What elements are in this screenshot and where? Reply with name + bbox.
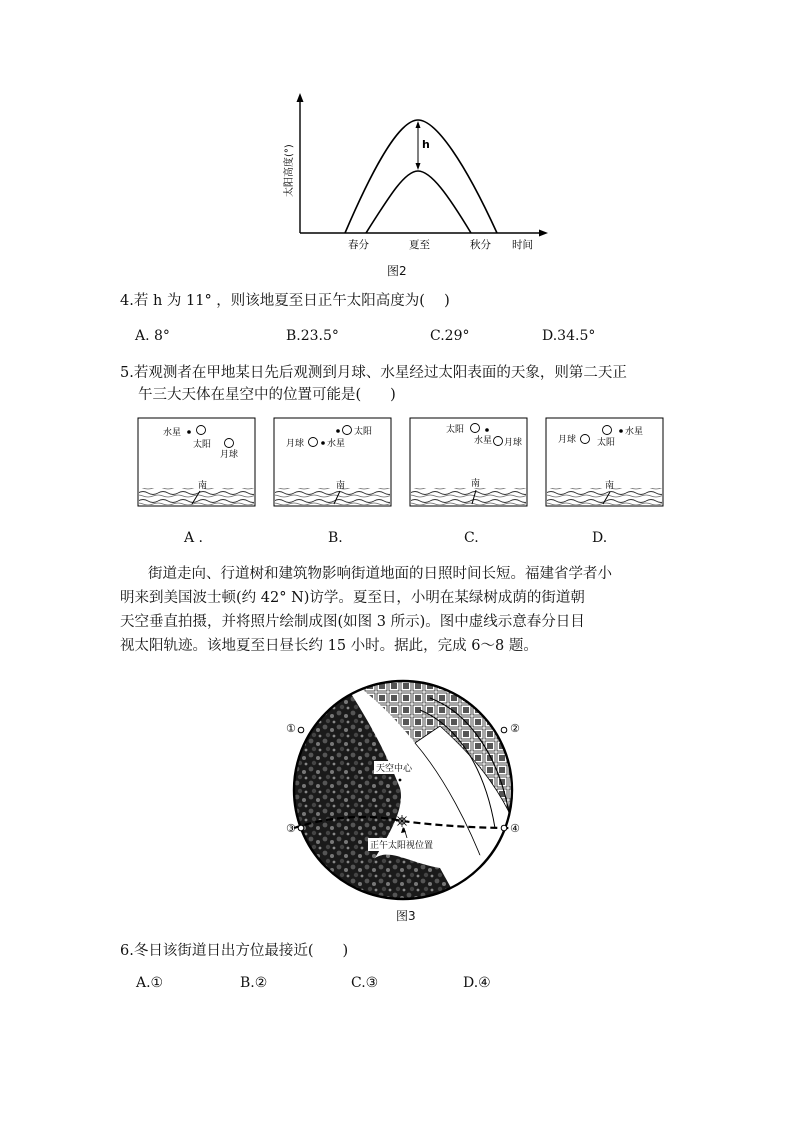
q4-option-a: A. 8° (135, 328, 170, 344)
marker-1: ① (286, 722, 296, 735)
noon-sun-label: 正午太阳视位置 (370, 841, 434, 851)
panel-b-label3: 水星 (327, 439, 346, 449)
marker-3: ③ (286, 822, 296, 835)
q5-stem-line1: 5.若观测者在甲地某日先后观测到月球、水星经过太阳表面的天象，则第二天正 (120, 365, 627, 381)
panel-c-label1: 太阳 (446, 425, 465, 435)
sky-center-label: 天空中心 (376, 764, 413, 774)
panel-b-south: 南 (336, 481, 346, 491)
q6-option-c: C.③ (351, 975, 379, 991)
panel-d (546, 418, 663, 506)
q4-option-d: D.34.5° (542, 328, 596, 344)
panel-a-label1: 水星 (163, 428, 182, 438)
q5-option-d: D. (592, 530, 608, 546)
panel-c-south: 南 (471, 479, 481, 489)
panel-b (274, 418, 391, 506)
panel-a-label3: 月球 (220, 450, 239, 460)
panel-d-label3: 太阳 (597, 438, 616, 448)
marker-4: ④ (510, 822, 520, 835)
tick-spring-equinox: 春分 (348, 239, 369, 251)
passage-line-2: 明来到美国波士顿(约 42° N)访学。夏至日，小明在某绿树成荫的街道朝 (120, 590, 585, 606)
q4-stem: 4.若 h 为 11° ，则该地夏至日正午太阳高度为( ) (120, 293, 450, 309)
figure-3-sky-photo (280, 668, 530, 904)
q6-option-b: B.② (240, 975, 268, 991)
passage-line-1: 街道走向、行道树和建筑物影响街道地面的日照时间长短。福建省学者小 (148, 566, 612, 582)
panel-c-label3: 月球 (504, 438, 523, 448)
x-axis-label: 时间 (512, 239, 533, 251)
q6-option-a: A.① (136, 975, 164, 991)
q4-option-c: C.29° (430, 328, 470, 344)
q5-option-a: A . (184, 530, 204, 546)
panel-d-label1: 水星 (625, 427, 644, 437)
tick-summer-solstice: 夏至 (409, 239, 430, 251)
panel-c-label2: 水星 (474, 436, 493, 446)
panel-b-label2: 月球 (286, 439, 305, 449)
q6-stem: 6.冬日该街道日出方位最接近( ) (120, 943, 349, 959)
panel-d-south: 南 (605, 481, 615, 491)
panel-a-south: 南 (198, 481, 208, 491)
panel-c (410, 418, 527, 506)
q5-stem-line2: 午三大天体在星空中的位置可能是( ) (138, 387, 396, 403)
y-axis-label: 太阳高度(°) (284, 144, 295, 197)
q5-panels (130, 412, 670, 514)
q6-option-d: D.④ (463, 975, 491, 991)
panel-a-label2: 太阳 (193, 440, 212, 450)
panel-b-label1: 太阳 (354, 427, 373, 437)
q5-option-c: C. (464, 530, 479, 546)
figure-2-sun-altitude-chart (270, 85, 560, 285)
figure-2-caption: 图2 (387, 264, 407, 278)
panel-d-label2: 月球 (558, 435, 577, 445)
h-label: h (422, 138, 430, 151)
passage-line-4: 视太阳轨迹。该地夏至日昼长约 15 小时。据此，完成 6～8 题。 (120, 638, 538, 654)
q4-option-b: B.23.5° (286, 328, 339, 344)
panel-a (138, 418, 255, 506)
figure-3-caption: 图3 (396, 909, 416, 923)
q5-option-b: B. (328, 530, 343, 546)
tick-autumn-equinox: 秋分 (470, 239, 491, 251)
passage-line-3: 天空垂直拍摄，并将照片绘制成图(如图 3 所示)。图中虚线示意春分日目 (120, 614, 585, 630)
marker-2: ② (510, 722, 520, 735)
noon-sun-icon (396, 815, 408, 827)
